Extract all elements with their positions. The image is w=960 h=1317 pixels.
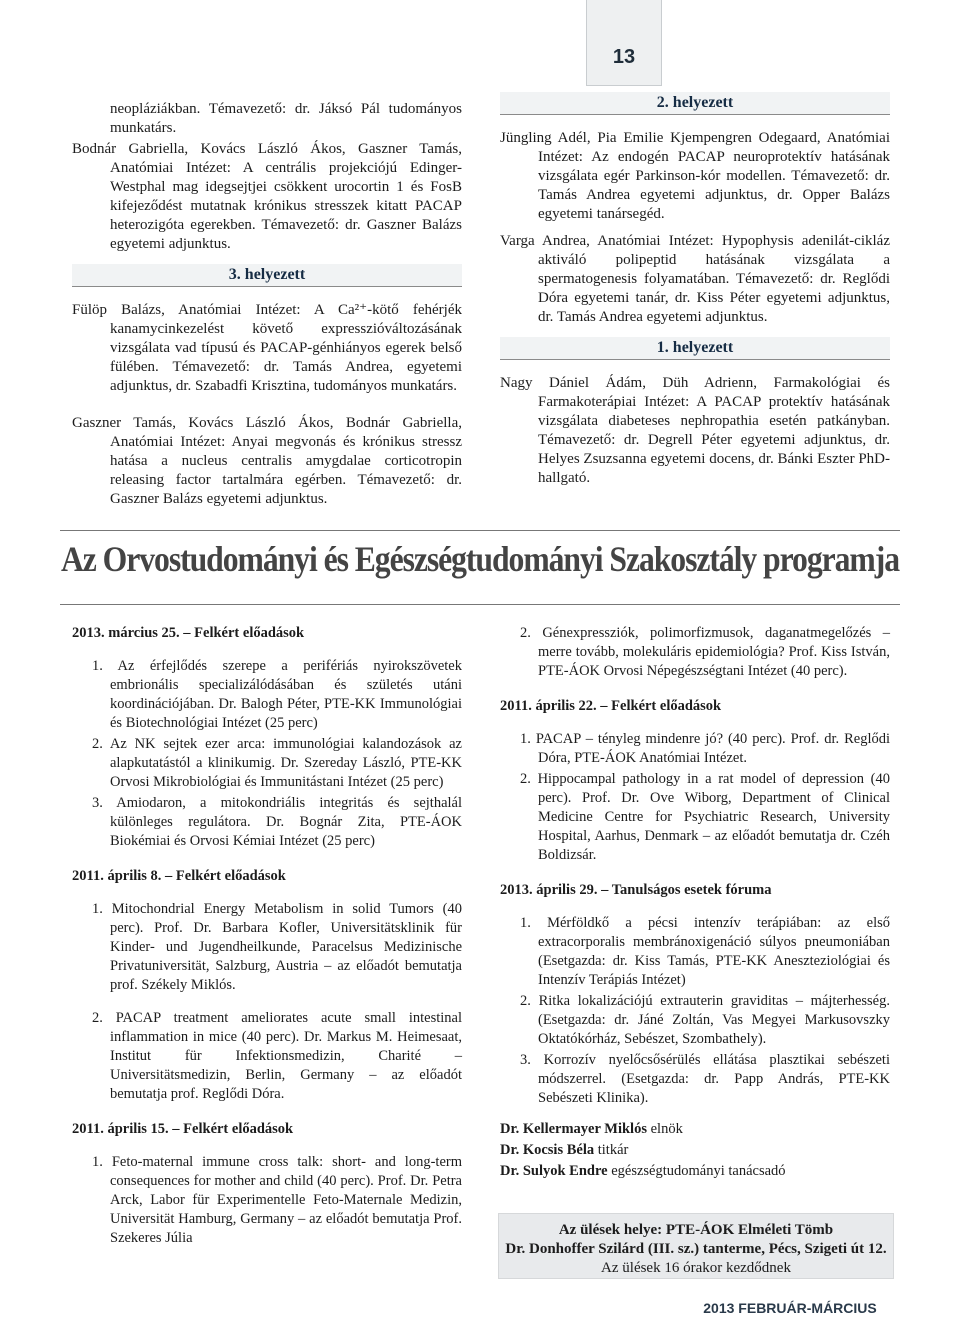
- intro-entry: Bodnár Gabriella, Kovács László Ákos, Gaszner Tamás, Anatómiai Intézet: A centrális projekciójú Edinger-Westphal mag idegsejtjei csökkent urocortin 1 és FosB kifejeződést mutatnak krónikus stresszek kitatt PACAP heterozigóta egerekben. Témavezető: dr. Gaszner Balázs egyetemi adjunktus.: [72, 141, 462, 252]
- program-item: 3. Korrozív nyelőcsősérülés ellátása plasztikai sebészeti módszerrel. (Esetgazda: dr. Papp András, PTE-KK Sebészeti Klinika).: [520, 1052, 890, 1106]
- results-right-column: [500, 92, 890, 506]
- date-heading: 2011. április 15. – Felkért előadások: [72, 1121, 294, 1137]
- program-item: 3. Amiodaron, a mitokondriális integritás és sejthalál különleges regulátora. Dr. Bognár Zita, PTE-ÁOK Biokémiai és Orvosi Kémiai Intézet (25 perc): [92, 795, 462, 849]
- page-number: 13: [612, 46, 636, 68]
- program-item: 1. Mitochondrial Energy Metabolism in solid Tumors (40 perc). Prof. Dr. Barbara Kofler, Universitätsklinik für Kinder- und Jugendheilkunde, Paracelsus Medizinische Privatuniversität, Salzburg, Austria – az előadót bemutatja prof. Székely Miklós.: [92, 901, 462, 993]
- officer-row: Dr. Kocsis Béla titkár: [500, 1142, 629, 1158]
- program-item: 1. PACAP – tényleg mindenre jó? (40 perc). Prof. dr. Reglődi Dóra, PTE-ÁOK Anatómiai Intézet.: [520, 731, 890, 766]
- program-item: 2. Ritka lokalizációjú extrauterin graviditas – májterhesség. (Esetgazda: dr. Jáné Zoltán, Vas Megyei Markusovszky Oktatókórház, Sebészet, Szombathely).: [520, 993, 890, 1047]
- rank-2-heading: 2. helyezett: [500, 92, 890, 115]
- program-item: 2. Az NK sejtek ezer arca: immunológiai kalandozások az alapkutatástól a klinikumig. Dr. Szereday László, PTE-KK Orvosi Mikrobiológiai és Immunitástani Intézet (25 perc): [92, 736, 462, 790]
- program-item: 2. Génexpressziók, polimorfizmusok, daganatmegelőzés – merre tovább, molekuláris epidemiológia? Prof. Kiss István, PTE-ÁOK Orvosi Népegészségtani Intézet (40 perc).: [520, 625, 890, 679]
- program-right-column: [500, 624, 890, 1183]
- section-divider-bottom: [60, 604, 900, 605]
- rank3-entry-2: Gaszner Tamás, Kovács László Ákos, Bodnár Gabriella, Anatómiai Intézet: Anyai megvonás és krónikus stressz hatása a nucleus centralis amygdalae corticotropin releasing factor tartalmára egérben. Témavezető: dr. Gaszner Balázs egyetemi adjunktus.: [72, 415, 462, 507]
- venue-box: [498, 1213, 894, 1279]
- officer-row: Dr. Kellermayer Miklós elnök: [500, 1121, 683, 1137]
- rank1-entry-1: Nagy Dániel Ádám, Düh Adrienn, Farmakológiai és Farmakoterápiai Intézet: A PACAP protektív hatásának vizsgálata diabeteses nephropathia esetén patkányban. Témavezető: dr. Degrell Péter egyetemi adjunktus, dr. Helyes Zsuzsanna egyetemi docens, dr. Bánki Eszter PhD-hallgató.: [500, 375, 890, 486]
- officers: [500, 1120, 890, 1181]
- rank-1-heading: 1. helyezett: [500, 337, 890, 360]
- section-title: Az Orvostudományi és Egészségtudományi Szakosztály programja: [60, 539, 900, 579]
- program-item: 2. PACAP treatment ameliorates acute small intestinal inflammation in mice (40 perc). Dr. Markus M. Heimesaat, Institut für Infektionsmedizin, Charité – Universitätsmedizin, Berlin, Germany – az előadót bemutatja prof. Reglődi Dóra.: [92, 1010, 462, 1102]
- program-item: 1. Feto-maternal immune cross talk: short- and long-term consequences for mother and child (40 perc). Prof. Dr. Petra Arck, Labor für Experimentelle Feto-Maternale Medizin, Universität Hamburg, Germany – az előadót bemutatja Prof. Szekeres Júlia: [92, 1154, 462, 1246]
- date-heading: 2013. április 29. – Tanulságos esetek fóruma: [500, 882, 772, 898]
- rank2-entry-1: Jüngling Adél, Pia Emilie Kjempengren Odegaard, Anatómiai Intézet: Az endogén PACAP neuroprotektív hatásának vizsgálata egér Parkinson-kór modellen. Témavezető: dr. Tamás Andrea egyetemi adjunktus, dr. Opper Balázs egyetemi tanársegéd.: [500, 130, 890, 222]
- date-heading: 2013. március 25. – Felkért előadások: [72, 625, 305, 641]
- program-item: 2. Hippocampal pathology in a rat model of depression (40 perc). Prof. Dr. Ove Wiborg, Department of Clinical Medicine Centre for Psychiatric Research, University Hospital, Aarhus, Denmark – az előadót bemutatja dr. Czéh Boldizsár.: [520, 771, 890, 863]
- officer-row: Dr. Sulyok Endre egészségtudományi tanácsadó: [500, 1163, 786, 1179]
- rank3-entry-1: Fülöp Balázs, Anatómiai Intézet: A Ca²⁺-kötő fehérjék kanamycinkezelést követő expresszióváltozásának vizsgálata vad típusú és PACAP-génhiányos egerek belső fülében. Témavezető: dr. Tamás Andrea, egyetemi adjunktus, dr. Szabadfi Krisztina, tudományos munkatárs.: [72, 302, 462, 394]
- page-number-box: [586, 0, 662, 86]
- program-left-column: [72, 624, 462, 1250]
- rank-3-heading: 3. helyezett: [72, 264, 462, 287]
- section-divider-top: [60, 530, 900, 531]
- date-heading: 2011. április 8. – Felkért előadások: [72, 868, 286, 884]
- program-item: 1. Mérföldkő a pécsi intenzív terápiában: az első extracorporalis membránoxigenáció súlyos pneumoniában (Esetgazda: dr. Kiss Tamás, PTE-KK Aneszteziológiai és Intenzív Terápiás Intézet): [520, 915, 890, 988]
- issue-footer: 2013 FEBRUÁR-MÁRCIUS: [703, 1300, 877, 1316]
- intro-continuation: neopláziákban. Témavezető: dr. Jáksó Pál tudományos munkatárs.: [110, 101, 462, 136]
- venue-line-1: Az ülések helye: PTE-ÁOK Elméleti Tömb: [558, 1222, 834, 1238]
- results-left-column: [72, 100, 462, 527]
- venue-line-2: Dr. Donhoffer Szilárd (III. sz.) tanterme, Pécs, Szigeti út 12.: [505, 1241, 887, 1257]
- rank2-entry-2: Varga Andrea, Anatómiai Intézet: Hypophysis adenilát-cikláz aktiváló polipeptid hatásának vizsgálata a spermatogenesis folyamatában. Témavezető: dr. Reglődi Dóra egyetemi tanár, dr. Kiss Péter egyetemi adjunktus, dr. Tamás Andrea egyetemi adjunktus.: [500, 233, 890, 325]
- program-item: 1. Az érfejlődés szerepe a perifériás nyirokszövetek embrionális specializálódásában és születés utáni koordinációjában. Dr. Balogh Péter, PTE-KK Immunológiai és Biotechnológiai Intézet (25 perc): [92, 658, 462, 731]
- venue-line-3: Az ülések 16 órakor kezdődnek: [601, 1260, 791, 1276]
- date-heading: 2011. április 22. – Felkért előadások: [500, 698, 722, 714]
